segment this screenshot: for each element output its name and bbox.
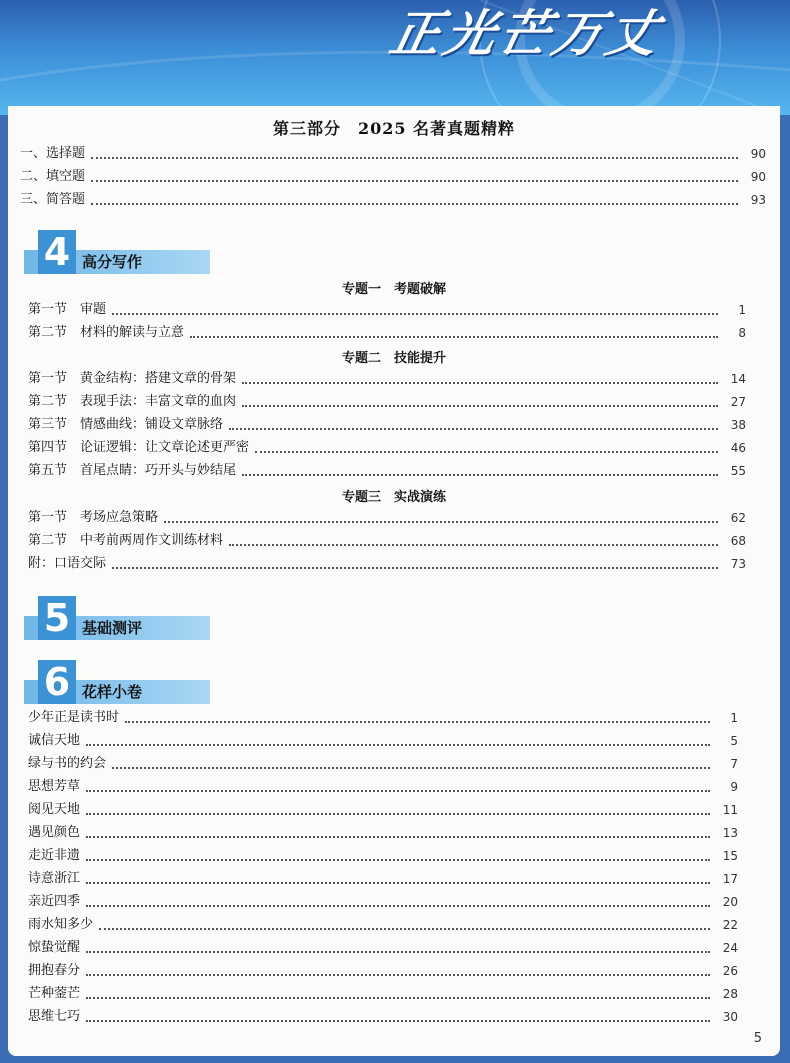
leader-dots <box>86 744 710 746</box>
leader-dots <box>242 405 718 407</box>
leader-dots <box>242 474 718 476</box>
leader-dots <box>86 905 710 907</box>
topic-title: 专题二 技能提升 <box>341 351 446 366</box>
list-item[interactable]: 第五节 首尾点睛：巧开头与妙结尾 55 <box>28 463 746 478</box>
brand-logo-text: 正光芒万丈 <box>384 5 668 63</box>
leader-dots <box>190 336 718 338</box>
leader-dots <box>242 382 718 384</box>
list-item[interactable]: 阅见天地 11 <box>28 802 738 817</box>
topic-title: 专题一 考题破解 <box>341 282 446 297</box>
leader-dots <box>86 790 710 792</box>
list-item[interactable]: 附：口语交际 73 <box>28 556 746 571</box>
list-item[interactable]: 诗意浙江 17 <box>28 871 738 886</box>
header-banner <box>0 0 790 115</box>
leader-dots <box>91 157 738 159</box>
section-number: 4 <box>38 230 76 274</box>
list-item[interactable]: 一、选择题 90 <box>20 146 766 161</box>
leader-dots <box>86 997 710 999</box>
list-item[interactable]: 芒种蓥芒 28 <box>28 986 738 1001</box>
leader-dots <box>91 203 738 205</box>
leader-dots <box>99 928 710 930</box>
leader-dots <box>86 951 710 953</box>
list-item[interactable]: 第二节 材料的解读与立意 8 <box>28 325 746 340</box>
list-item[interactable]: 思想芳草 9 <box>28 779 738 794</box>
list-item[interactable]: 思维七巧 30 <box>28 1009 738 1024</box>
list-item[interactable]: 绿与书的约会 7 <box>28 756 738 771</box>
leader-dots <box>229 544 718 546</box>
leader-dots <box>112 767 710 769</box>
list-item[interactable]: 少年正是读书时 1 <box>28 710 738 725</box>
leader-dots <box>86 1020 710 1022</box>
section-6-header[interactable] <box>24 658 214 704</box>
part3-title: 第三部分 2025 名著真题精粹 <box>272 119 516 138</box>
section-number: 5 <box>38 596 76 640</box>
list-item[interactable]: 二、填空题 90 <box>20 169 766 184</box>
list-item[interactable]: 第三节 情感曲线：铺设文章脉络 38 <box>28 417 746 432</box>
leader-dots <box>125 721 710 723</box>
list-item[interactable]: 第二节 中考前两周作文训练材料 68 <box>28 533 746 548</box>
leader-dots <box>86 859 710 861</box>
list-item[interactable]: 第二节 表现手法：丰富文章的血肉 27 <box>28 394 746 409</box>
leader-dots <box>229 428 718 430</box>
leader-dots <box>86 882 710 884</box>
section-5-header[interactable] <box>24 594 214 640</box>
list-item[interactable]: 拥抱春分 26 <box>28 963 738 978</box>
list-item[interactable]: 雨水知多少 22 <box>28 917 738 932</box>
leader-dots <box>164 521 718 523</box>
list-item[interactable]: 遇见颜色 13 <box>28 825 738 840</box>
topic-title: 专题三 实战演练 <box>341 490 446 505</box>
list-item[interactable]: 第四节 论证逻辑：让文章论述更严密 46 <box>28 440 746 455</box>
leader-dots <box>91 180 738 182</box>
list-item[interactable]: 第一节 审题 1 <box>28 302 746 317</box>
toc-page <box>8 106 780 1056</box>
section-title: 花样小卷 <box>82 683 143 701</box>
list-item[interactable]: 惊蛰觉醒 24 <box>28 940 738 955</box>
section-4-header[interactable] <box>24 228 214 274</box>
list-item[interactable]: 走近非遗 15 <box>28 848 738 863</box>
page-number: 5 <box>753 1031 762 1046</box>
list-item[interactable]: 第一节 黄金结构：搭建文章的骨架 14 <box>28 371 746 386</box>
list-item[interactable]: 诚信天地 5 <box>28 733 738 748</box>
list-item[interactable]: 亲近四季 20 <box>28 894 738 909</box>
section-number: 6 <box>38 660 76 704</box>
leader-dots <box>86 813 710 815</box>
list-item[interactable]: 第一节 考场应急策略 62 <box>28 510 746 525</box>
leader-dots <box>86 974 710 976</box>
list-item[interactable]: 三、简答题 93 <box>20 192 766 207</box>
leader-dots <box>255 451 718 453</box>
leader-dots <box>112 567 718 569</box>
section-title: 高分写作 <box>82 253 143 271</box>
leader-dots <box>86 836 710 838</box>
leader-dots <box>112 313 718 315</box>
section-title: 基础测评 <box>82 619 143 637</box>
